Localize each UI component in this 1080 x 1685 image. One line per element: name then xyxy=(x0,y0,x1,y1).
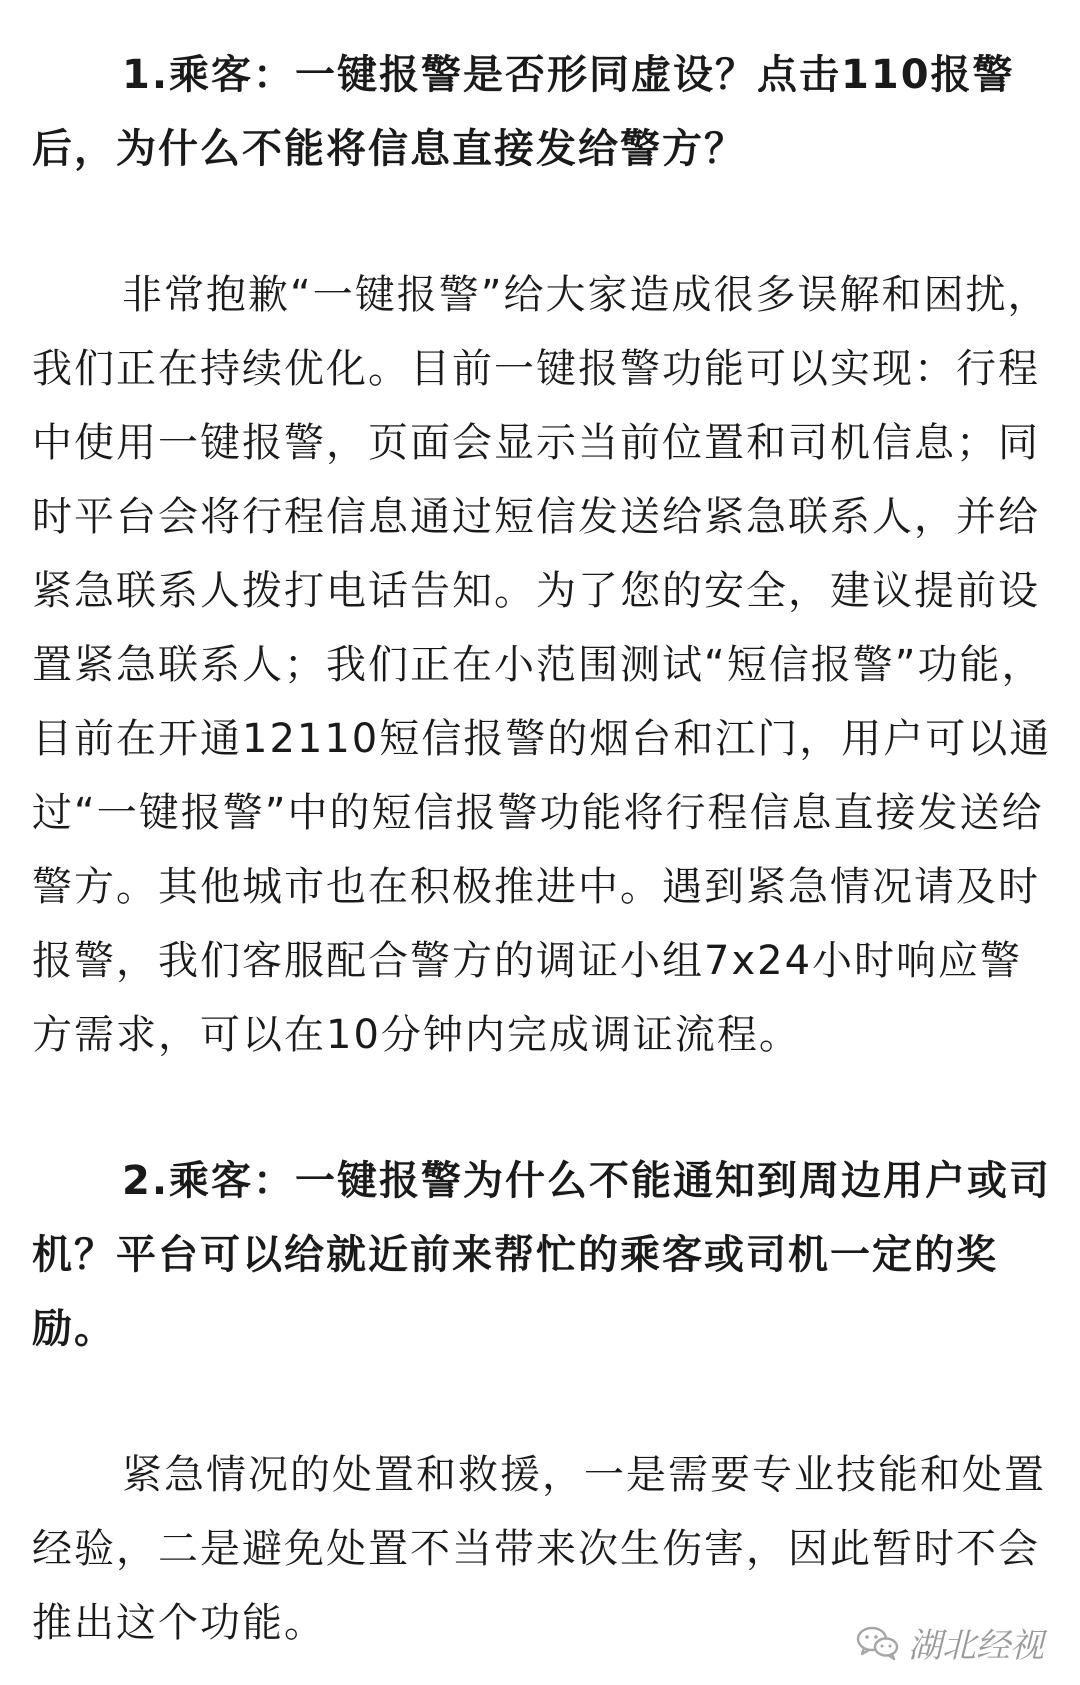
watermark-text: 湖北经视 xyxy=(908,1626,1044,1666)
answer-1: 非常抱歉“一键报警”给大家造成很多误解和困扰，我们正在持续优化。目前一键报警功能可以实现：行程中使用一键报警，页面会显示当前位置和司机信息；同时平台会将行程信息通过短信发送给紧急联系人，并给紧急联系人拨打电话告知。为了您的安全，建议提前设置紧急联系人；我们正在小范围测试“短信报警”功能，目前在开通12110短信报警的烟台和江门，用户可以通过“一键报警”中的短信报警功能将行程信息直接发送给警方。其他城市也在积极推进中。遇到紧急情况请及时报警，我们客服配合警方的调证小组7x24小时响应警方需求，可以在10分钟内完成调证流程。 xyxy=(32,272,1052,1058)
article-body xyxy=(32,38,1052,1660)
wechat-icon xyxy=(856,1625,900,1661)
source-watermark xyxy=(856,1618,1044,1667)
question-2: 2.乘客：一键报警为什么不能通知到周边用户或司机？平台可以给就近前来帮忙的乘客或司机一定的奖励。 xyxy=(32,1158,1052,1352)
question-1: 1.乘客：一键报警是否形同虚设？点击110报警后，为什么不能将信息直接发给警方？ xyxy=(32,52,1015,172)
answer-2: 紧急情况的处置和救援，一是需要专业技能和处置经验，二是避免处置不当带来次生伤害，因此暂时不会推出这个功能。 xyxy=(32,1452,1046,1646)
